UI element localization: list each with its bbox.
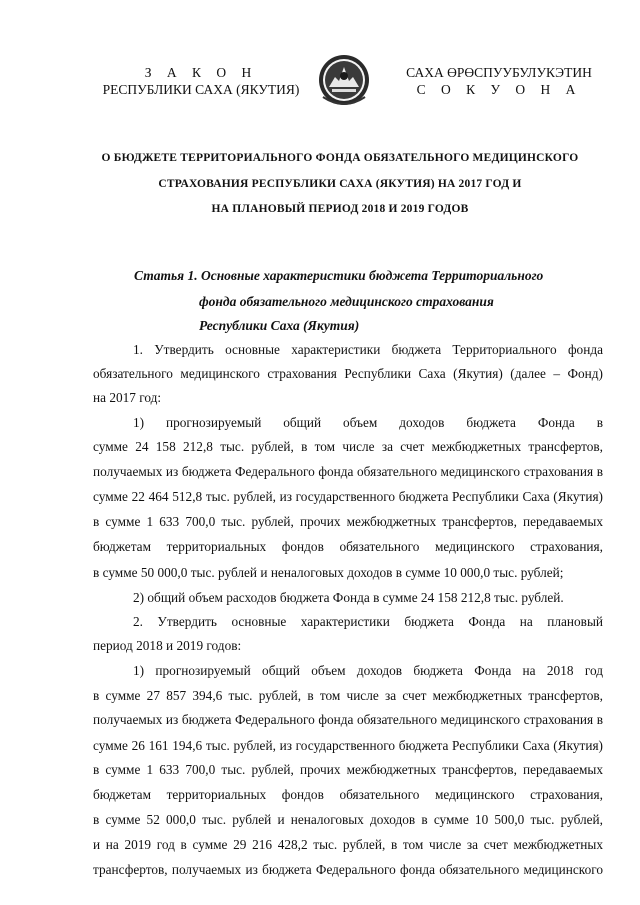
body-line: сумме 22 464 512,8 тыс. рублей, из государственного бюджета Республики Саха (Якутия)	[93, 489, 603, 504]
document-title-line: СТРАХОВАНИЯ РЕСПУБЛИКИ САХА (ЯКУТИЯ) НА 2017 ГОД И	[158, 178, 522, 190]
header-right	[384, 64, 614, 98]
header-left-line: РЕСПУБЛИКИ САХА (ЯКУТИЯ)	[102, 82, 300, 97]
body-line: в сумме 50 000,0 тыс. рублей и неналоговых доходов в сумме 10 000,0 тыс. рублей;	[93, 565, 564, 580]
document-title-line: НА ПЛАНОВЫЙ ПЕРИОД 2018 И 2019 ГОДОВ	[211, 203, 469, 215]
header-left	[86, 64, 316, 98]
body-line: 1) прогнозируемый общий объем доходов бюджета Фонда на 2018 год	[133, 663, 603, 678]
sakha-coat-of-arms-icon	[317, 51, 371, 109]
body-line: в сумме 1 633 700,0 тыс. рублей, прочих межбюджетных трансфертов, передаваемых	[93, 514, 603, 529]
article-heading-line: Статья 1. Основные характеристики бюджета Территориального	[134, 268, 544, 283]
body-line: в сумме 27 857 394,6 тыс. рублей, в том числе за счет межбюджетных трансфертов,	[93, 688, 603, 703]
header-right-line: С О К У О Н А	[416, 82, 582, 97]
body-line: получаемых из бюджета Федерального фонда обязательного медицинского страхования в	[93, 464, 603, 479]
article-heading-line: фонда обязательного медицинского страхования	[199, 294, 494, 309]
body-line: 2. Утвердить основные характеристики бюджета Фонда на плановый	[133, 614, 603, 629]
body-line: 1) прогнозируемый общий объем доходов бюджета Фонда в	[133, 415, 603, 430]
body-line: обязательного медицинского страхования Республики Саха (Якутия) (далее – Фонд)	[93, 366, 603, 381]
body-line: сумме 26 161 194,6 тыс. рублей, из государственного бюджета Республики Саха (Якутия)	[93, 738, 603, 753]
article-heading-line: Республики Саха (Якутия)	[199, 318, 360, 333]
body-line: 1. Утвердить основные характеристики бюджета Территориального фонда	[133, 342, 603, 357]
body-line: трансфертов, получаемых из бюджета Федерального фонда обязательного медицинского	[93, 862, 603, 877]
body-line: на 2017 год:	[93, 390, 162, 405]
body-line: сумме 24 158 212,8 тыс. рублей, в том числе за счет межбюджетных трансфертов,	[93, 439, 603, 454]
header-left-line: З А К О Н	[144, 65, 258, 80]
body-line: в сумме 1 633 700,0 тыс. рублей, прочих межбюджетных трансфертов, передаваемых	[93, 762, 603, 777]
body-line: и на 2019 год в сумме 29 216 428,2 тыс. рублей, в том числе за счет межбюджетных	[93, 837, 603, 852]
header-right-line: САХА ӨРӨСПУУБУЛУКЭТИН	[406, 65, 592, 80]
body-line: 2) общий объем расходов бюджета Фонда в сумме 24 158 212,8 тыс. рублей.	[133, 590, 564, 605]
body-line: получаемых из бюджета Федерального фонда обязательного медицинского страхования в	[93, 712, 603, 727]
body-line: период 2018 и 2019 годов:	[93, 638, 242, 653]
body-line: бюджетам территориальных фондов обязательного медицинского страхования,	[93, 787, 603, 802]
body-line: в сумме 52 000,0 тыс. рублей и неналоговых доходов в сумме 10 500,0 тыс. рублей,	[93, 812, 603, 827]
document-title-line: О БЮДЖЕТЕ ТЕРРИТОРИАЛЬНОГО ФОНДА ОБЯЗАТЕЛЬНОГО МЕДИЦИНСКОГО	[101, 152, 579, 164]
body-line: бюджетам территориальных фондов обязательного медицинского страхования,	[93, 539, 603, 554]
